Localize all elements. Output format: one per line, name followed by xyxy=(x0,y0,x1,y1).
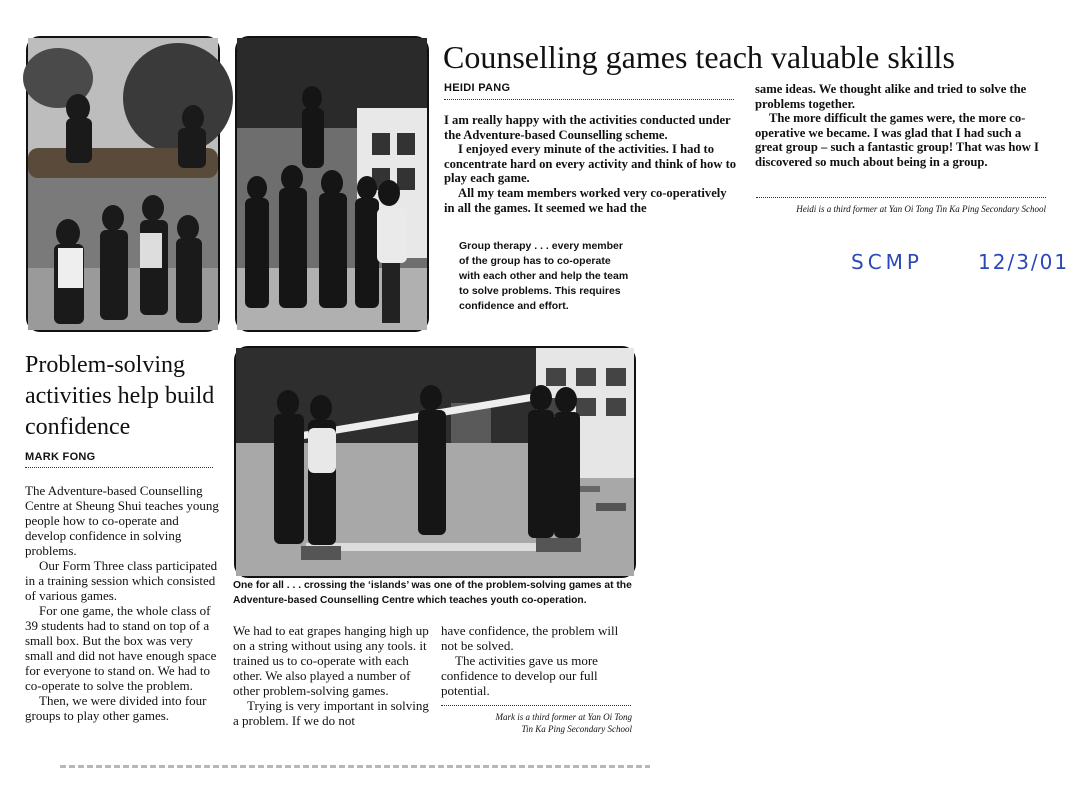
article2-byline: MARK FONG xyxy=(25,451,96,463)
article2-paragraph: The activities gave us more confidence to develop our full potential. xyxy=(441,653,598,698)
photo-log-climb xyxy=(26,36,220,332)
caption-islands: One for all . . . crossing the ‘islands’ was one of the problem-solving games at the Adventure-based Counselling Centre which teaches youth co-operation. xyxy=(233,580,632,606)
article2-title: Problem-solving activities help build confidence xyxy=(25,352,215,440)
article1-column-2 xyxy=(755,82,1050,170)
article2-paragraph: Our Form Three class participated in a training session which consisted of various games. xyxy=(25,558,218,603)
handwritten-date: 12/3/01 xyxy=(978,250,1069,274)
article1-paragraph: All my team members worked very co-operatively in all the games. It seemed we had the xyxy=(444,185,727,215)
article1-title: Counselling games teach valuable skills xyxy=(443,39,955,75)
article2-credit: Mark is a third former at Yan Oi Tong Tin Ka Ping Secondary School xyxy=(495,712,632,734)
article1-divider xyxy=(444,99,734,100)
article1-paragraph: The more difficult the games were, the more co-operative we became. I was glad that I had such a great group – such a fantastic group! That was how I discovered so much about being in a group. xyxy=(755,111,1039,169)
article2-paragraph: For one game, the whole class of 39 students had to stand on top of a small box. But the box was very small and did not have enough space for everyone to stand on. We had to co-operate to solve the problem. xyxy=(25,603,217,693)
article2-column-1 xyxy=(25,483,219,723)
article1-column-1 xyxy=(444,113,740,215)
caption-group-therapy: Group therapy . . . every member of the group has to co-operate with each other and help the team to solve problems. This requires confidence and effort. xyxy=(459,240,629,312)
article2-column-2 xyxy=(233,623,429,728)
article2-credit-divider xyxy=(441,705,631,706)
article1-paragraph: same ideas. We thought alike and tried to solve the problems together. xyxy=(755,82,1027,111)
article1-credit: Heidi is a third former at Yan Oi Tong Tin Ka Ping Secondary School xyxy=(796,204,1046,214)
article2-paragraph: have confidence, the problem will not be solved. xyxy=(441,623,619,653)
photo-islands-game xyxy=(234,346,636,578)
photo-group-therapy xyxy=(235,36,429,332)
article2-paragraph: The Adventure-based Counselling Centre at Sheung Shui teaches young people how to co-operate and develop confidence in solving problems. xyxy=(25,483,219,558)
scan-edge xyxy=(60,765,650,768)
article1-paragraph: I enjoyed every minute of the activities. I had to concentrate hard on every activity and think of how to play each game. xyxy=(444,142,737,186)
article2-paragraph: Trying is very important in solving a problem. If we do not xyxy=(233,698,429,728)
article1-paragraph: I am really happy with the activities conducted under the Adventure-based Counselling scheme. xyxy=(444,113,731,142)
handwritten-source: SCMP xyxy=(851,250,923,274)
article2-column-3 xyxy=(441,623,636,698)
article1-credit-divider xyxy=(756,197,1046,198)
article2-divider xyxy=(25,467,213,468)
article2-paragraph: We had to eat grapes hanging high up on a string without using any tools. it trained us to co-operate with each other. We also played a number of other problem-solving games. xyxy=(233,623,429,698)
article1-byline: HEIDI PANG xyxy=(444,82,511,94)
article2-paragraph: Then, we were divided into four groups to play other games. xyxy=(25,693,207,723)
